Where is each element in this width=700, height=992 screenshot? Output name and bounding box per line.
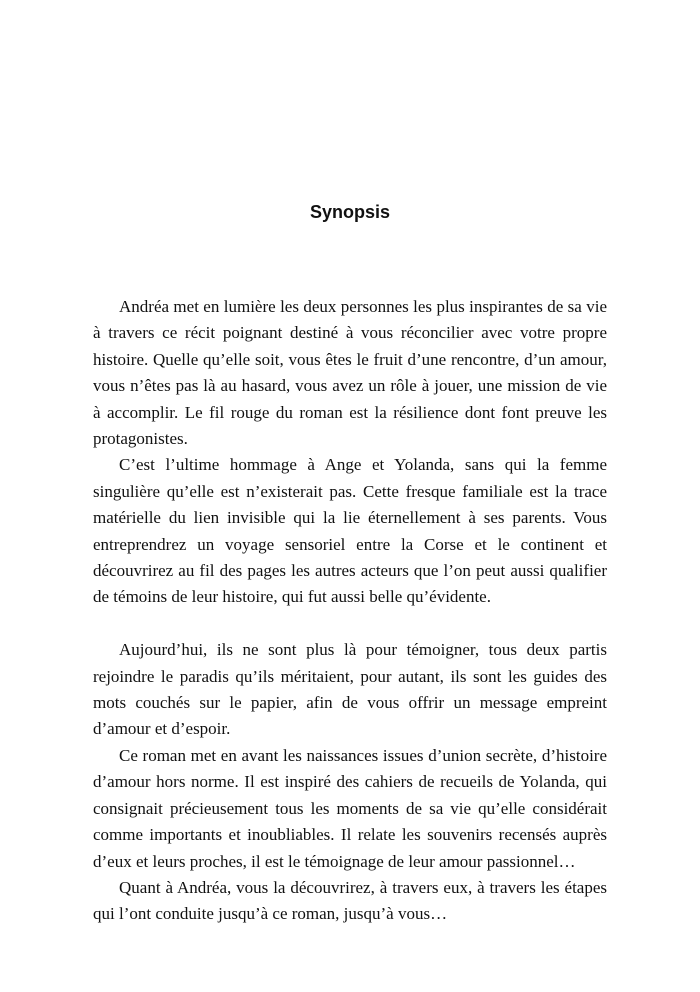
page-title: Synopsis [309, 202, 391, 222]
paragraph: Ce roman met en avant les naissances issues d’union secrète, d’histoire d’amour hors norme. Il est inspiré des cahiers de recueils de Yolanda, qui consignait précieusement tous les moments de sa vie qu’elle considérait comme importants et inoubliables. Il relate les souvenirs recensés auprès d’eux et leurs proches, il est le témoignage de leur amour passionnel… [93, 745, 607, 871]
paragraph: Aujourd’hui, ils ne sont plus là pour témoigner, tous deux partis rejoindre le paradis qu’ils méritaient, pour autant, ils sont les guides des mots couchés sur le papier, afin de vous offrir un message empreint d’amour et d’espoir. [93, 640, 607, 739]
synopsis-body [93, 294, 607, 928]
paragraph: Andréa met en lumière les deux personnes les plus inspirantes de sa vie à travers ce récit poignant destiné à vous réconcilier avec votre propre histoire. Quelle qu’elle soit, vous êtes le fruit d’une rencontre, d’un amour, vous n’êtes pas là au hasard, vous avez un rôle à jouer, une mission de vie à accomplir. Le fil rouge du roman est la résilience dont font preuve les protagonistes. [93, 297, 607, 449]
paragraph: Quant à Andréa, vous la découvrirez, à travers eux, à travers les étapes qui l’ont conduite jusqu’à ce roman, jusqu’à vous… [93, 877, 607, 924]
paragraph: C’est l’ultime hommage à Ange et Yolanda, sans qui la femme singulière qu’elle est n’existerait pas. Cette fresque familiale est la trace matérielle du lien invisible qui la lie éternellement à ses parents. Vous entreprendrez un voyage sensoriel entre la Corse et le continent et découvrirez au fil des pages les autres acteurs que l’on peut aussi qualifier de témoins de leur histoire, qui fut aussi belle qu’évidente. [93, 455, 607, 607]
